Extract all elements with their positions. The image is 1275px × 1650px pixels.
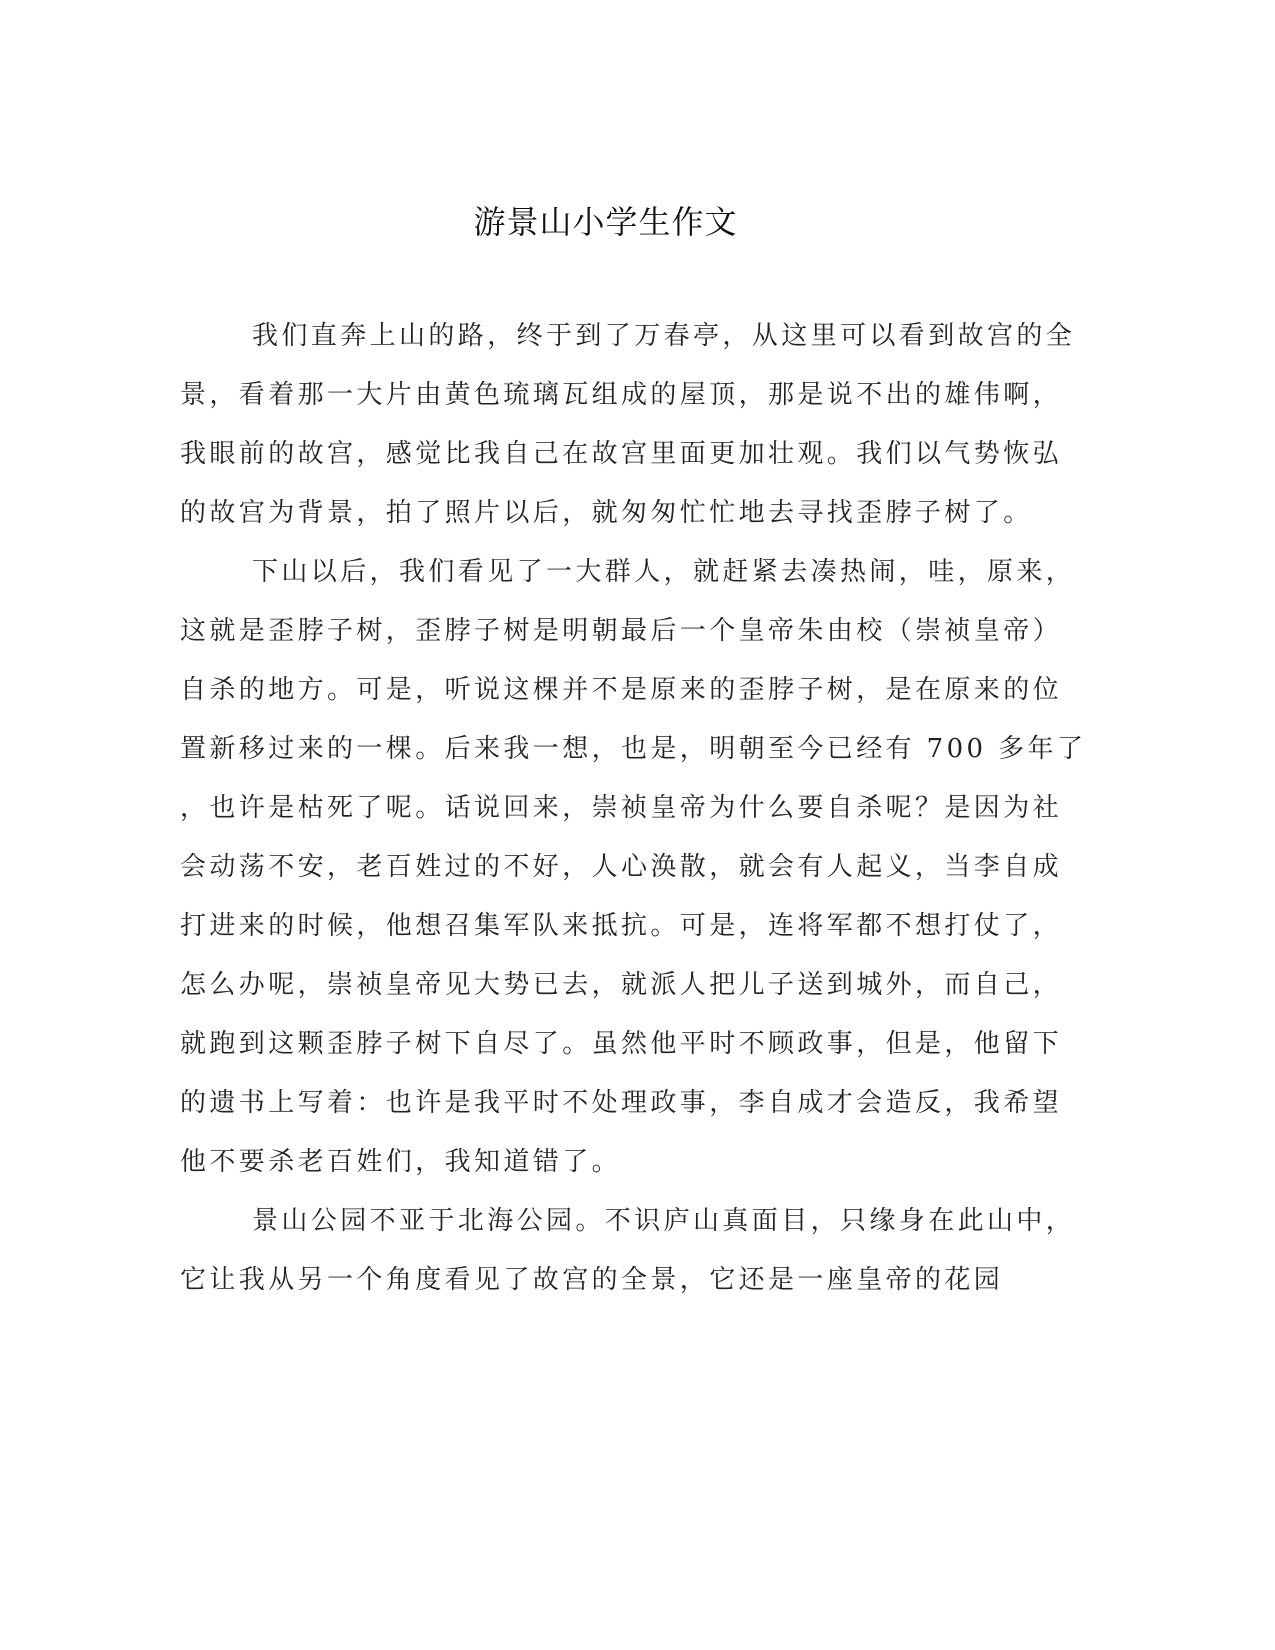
paragraph-2-line-2: 这就是歪脖子树，歪脖子树是明朝最后一个皇帝朱由校（崇祯皇帝） [180, 616, 1063, 646]
paragraph-2-line-6: 会动荡不安，老百姓过的不好，人心涣散，就会有人起义，当李自成 [180, 852, 1063, 882]
paragraph-2-line-11: 他不要杀老百姓们，我知道错了。 [180, 1147, 622, 1177]
paragraph-3-line-2: 它让我从另一个角度看见了故宫的全景，它还是一座皇帝的花园 [180, 1265, 1004, 1295]
paragraph-2-line-3: 自杀的地方。可是，听说这棵并不是原来的歪脖子树，是在原来的位 [180, 675, 1063, 705]
document-title: 游景山小学生作文 [473, 203, 738, 241]
paragraph-2-line-8: 怎么办呢，崇祯皇帝见大势已去，就派人把儿子送到城外，而自己， [180, 970, 1063, 1000]
paragraph-2-line-7: 打进来的时候，他想召集军队来抵抗。可是，连将军都不想打仗了， [180, 911, 1063, 941]
paragraph-1-line-1: 我们直奔上山的路，终于到了万春亭，从这里可以看到故宫的全 [252, 321, 1076, 351]
paragraph-2-line-1: 下山以后，我们看见了一大群人，就赶紧去凑热闹，哇，原来， [252, 557, 1076, 587]
paragraph-1-line-3: 我眼前的故宫，感觉比我自己在故宫里面更加壮观。我们以气势恢弘 [180, 439, 1063, 469]
paragraph-2-line-4: 置新移过来的一棵。后来我一想，也是，明朝至今已经有 700 多年了 [180, 734, 1087, 764]
paragraph-3-line-1: 景山公园不亚于北海公园。不识庐山真面目，只缘身在此山中， [252, 1206, 1076, 1236]
paragraph-2-line-10: 的遗书上写着：也许是我平时不处理政事，李自成才会造反，我希望 [180, 1088, 1063, 1118]
paragraph-2-line-9: 就跑到这颗歪脖子树下自尽了。虽然他平时不顾政事，但是，他留下 [180, 1029, 1063, 1059]
paragraph-2-line-5: ，也许是枯死了呢。话说回来，崇祯皇帝为什么要自杀呢？是因为社 [180, 793, 1063, 823]
paragraph-1-line-4: 的故宫为背景，拍了照片以后，就匆匆忙忙地去寻找歪脖子树了。 [180, 498, 1033, 528]
paragraph-1-line-2: 景，看着那一大片由黄色琉璃瓦组成的屋顶，那是说不出的雄伟啊， [180, 380, 1063, 410]
